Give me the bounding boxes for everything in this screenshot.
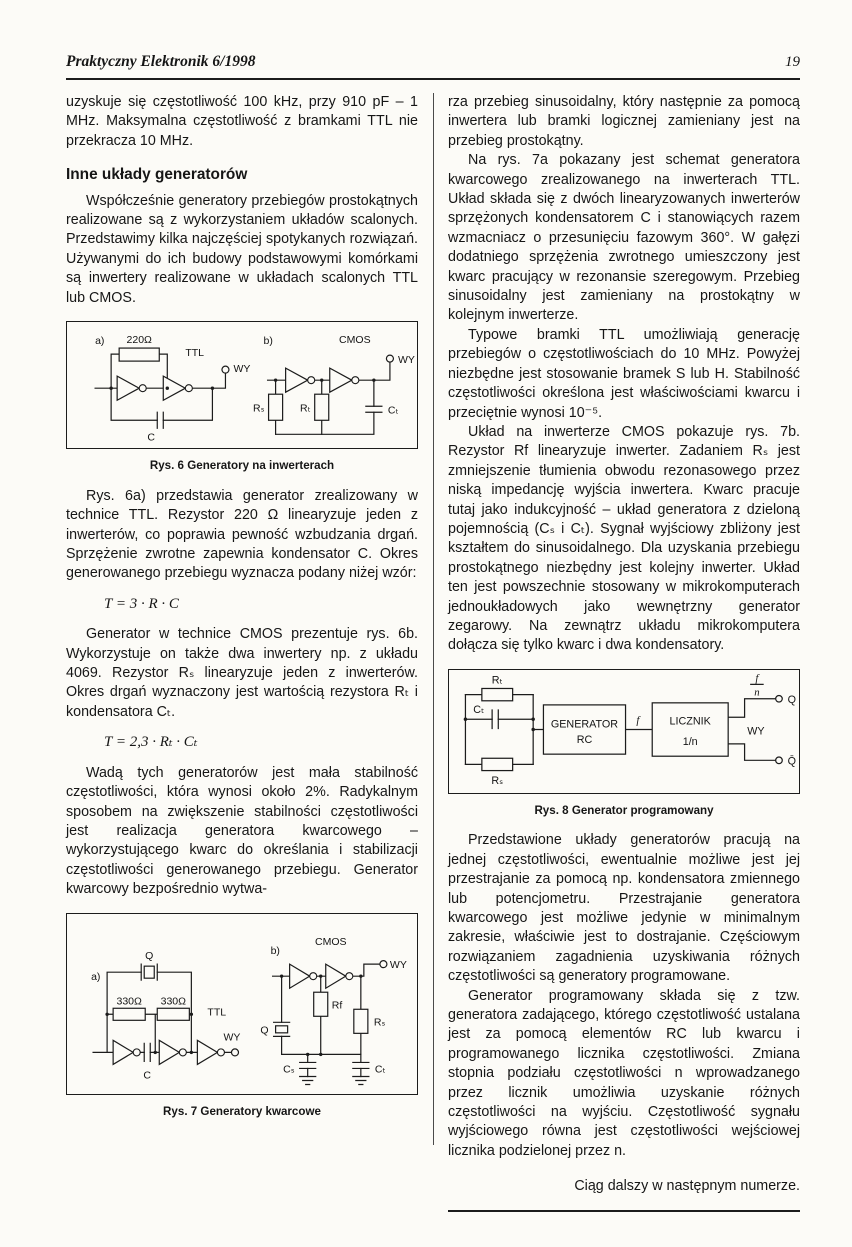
fig8-label-qbar: Q̄ bbox=[787, 755, 797, 768]
fig7-label-a: a) bbox=[91, 970, 101, 983]
fig6-label-rt: Rₜ bbox=[299, 402, 311, 415]
inverter-bubble-icon bbox=[179, 1048, 186, 1055]
resistor-rs-icon bbox=[269, 394, 283, 420]
fig6-label-ct: Cₜ bbox=[387, 404, 399, 417]
quartz-icon bbox=[276, 1025, 288, 1032]
fig7-label-wy-a: WY bbox=[223, 1030, 241, 1043]
fig7-label-ttl: TTL bbox=[207, 1005, 227, 1018]
inverter-bubble-icon bbox=[352, 377, 359, 384]
fig7-label-wy-b: WY bbox=[389, 958, 407, 971]
inverter-icon bbox=[290, 964, 310, 988]
fig8-label-ct: Cₜ bbox=[473, 703, 485, 716]
journal-title: Praktyczny Elektronik 6/1998 bbox=[66, 53, 256, 70]
continuation-note: Ciąg dalszy w następnym numerze. bbox=[574, 1178, 800, 1195]
capacitor-cs-icon bbox=[300, 1062, 316, 1068]
inverter-icon bbox=[286, 368, 308, 392]
fig8-label-wy: WY bbox=[747, 725, 765, 738]
inverter-bubble-icon bbox=[308, 377, 315, 384]
fig8-label-fn-den: n bbox=[754, 686, 760, 699]
resistor-330-icon bbox=[113, 1008, 145, 1020]
article-end-rule bbox=[448, 1210, 800, 1212]
fig7-label-c: C bbox=[143, 1069, 152, 1082]
fig8-label-rt: Rₜ bbox=[491, 674, 503, 687]
resistor-220-icon bbox=[119, 348, 159, 361]
figure-rys7-frame bbox=[66, 913, 418, 1096]
header-rule bbox=[66, 78, 800, 80]
fig8-label-rs: Rₛ bbox=[491, 774, 504, 787]
paragraph-continuation: rza przebieg sinusoidalny, który następnie za pomocą inwertera lub bramki logicznej zamieniany jest na przebieg prostokątny. bbox=[448, 94, 800, 149]
fig8-label-generator: GENERATOR bbox=[550, 718, 619, 731]
fig6-label-cmos: CMOS bbox=[339, 334, 371, 347]
inverter-icon bbox=[330, 368, 352, 392]
fig7-label-ct: Cₜ bbox=[374, 1062, 386, 1075]
fig6-schematic bbox=[67, 322, 417, 448]
fig7-label-q-b: Q bbox=[260, 1023, 269, 1036]
fig7-label-cmos: CMOS bbox=[314, 935, 347, 948]
right-column bbox=[448, 93, 800, 1212]
fig7-label-rf: Rf bbox=[331, 998, 343, 1011]
fig6-label-220: 220Ω bbox=[126, 334, 152, 347]
fig6-label-wy-a: WY bbox=[233, 363, 251, 376]
fig7-label-rs: Rₛ bbox=[373, 1015, 386, 1028]
formula-cmos: T = 2,3 · Rₜ · Cₜ bbox=[104, 734, 198, 751]
fig8-label-licznik: LICZNIK bbox=[669, 715, 711, 728]
output-terminal-icon bbox=[386, 355, 393, 362]
licznik-block bbox=[652, 703, 728, 756]
resistor-rf-icon bbox=[314, 992, 328, 1016]
fig6-label-a: a) bbox=[95, 335, 105, 348]
paragraph: Współcześnie generatory przebiegów prostokątnych realizowane są z wykorzystaniem układów scalonych. Przedstawimy kilka najczęściej spotykanych rozwiązań. Używanymi do ich budowy podstawowymi komórkami są inwertery realizowane w układach scalonych TTL lub CMOS. bbox=[66, 192, 418, 306]
fig8-label-f: f bbox=[636, 714, 640, 727]
inverter-icon bbox=[117, 376, 139, 400]
capacitor-c-icon bbox=[157, 412, 163, 428]
inverter-icon bbox=[326, 964, 346, 988]
fig8-label-rc: RC bbox=[576, 733, 593, 746]
fig6-label-wy-b: WY bbox=[397, 354, 415, 367]
resistor-330-icon bbox=[157, 1008, 189, 1020]
paragraph: Przedstawione układy generatorów pracują na jednej częstotliwości, ewentualnie możliwe jest jej przestrajanie za pomocą np. kondensatora zmiennego lub potencjometru. Przestrajanie generatora kwarcowego jest możliwe jedynie w minimalnym zakresie, właściwie jest to dostrajanie. Częściowym rozwiązaniem zagadnienia uzyskiwania różnych częstotliwości są generatory programowane. bbox=[448, 832, 800, 985]
fig8-label-q: Q bbox=[787, 693, 797, 706]
resistor-rs-icon bbox=[482, 758, 513, 770]
left-column bbox=[66, 93, 418, 1212]
fig7-label-330-left: 330Ω bbox=[116, 994, 142, 1007]
paragraph: Układ na inwerterze CMOS pokazuje rys. 7b. Rezystor Rf linearyzuje inwerter. Zadaniem Rₛ jest zmniejszenie tłumienia obwodu rezonasowego przez niską impedancję wyjścia inwertera. Kwarc pracuje tutaj jako indukcyjność – układ generatora z dzieloną pojemnością (Cₛ i Cₜ). Sygnał wyjściowy zbliżony jest kształtem do sinusoidalnego. Dla uzyskania przebiegu prostokątnego niezbędny jest kolejny inwerter. Układ ten jest powszechnie stosowany w mikrokomputerach jednoukładowych jako wewnętrzny generator zegarowy. Na zewnątrz układu mikrokomputera dołącza się tylko kwarc i dwa kondensatory. bbox=[448, 423, 800, 654]
fig7-label-330-right: 330Ω bbox=[160, 994, 187, 1007]
inverter-bubble-icon bbox=[139, 385, 146, 392]
fig6-label-b: b) bbox=[263, 335, 273, 348]
resistor-rt-icon bbox=[315, 394, 329, 420]
figure-rys7 bbox=[66, 913, 418, 1122]
inverter-icon bbox=[159, 1040, 179, 1064]
figure-rys6 bbox=[66, 321, 418, 476]
inverter-bubble-icon bbox=[217, 1048, 224, 1055]
article-body bbox=[66, 93, 800, 1212]
figure-rys7-caption: Rys. 7 Generatory kwarcowe bbox=[163, 1105, 321, 1119]
fig8-label-1n: 1/n bbox=[682, 735, 698, 748]
fig6-label-ttl: TTL bbox=[185, 347, 205, 360]
inverter-bubble-icon bbox=[185, 385, 192, 392]
output-terminal-icon bbox=[222, 366, 229, 373]
resistor-rs-icon bbox=[354, 1009, 368, 1033]
fig6-label-c: C bbox=[147, 431, 156, 444]
fig8-block-diagram bbox=[449, 670, 799, 793]
paragraph: Rys. 6a) przedstawia generator zrealizowany w technice TTL. Rezystor 220 Ω linearyzuje jeden z inwerterów, co poprawia pewność wzbudzania drgań. Sprzężenie zwrotne zapewnia kondensator C. Okres generowanego przebiegu wyznacza podany niżej wzór: bbox=[66, 487, 418, 582]
figure-rys6-caption: Rys. 6 Generatory na inwerterach bbox=[149, 459, 335, 473]
fig7-label-b: b) bbox=[270, 944, 280, 957]
capacitor-ct-icon bbox=[492, 710, 498, 728]
inverter-icon bbox=[113, 1040, 133, 1064]
output-terminal-icon bbox=[231, 1048, 238, 1055]
fig7-label-cs: Cₛ bbox=[283, 1062, 295, 1075]
figure-rys8-caption: Rys. 8 Generator programowany bbox=[534, 803, 714, 817]
figure-rys8 bbox=[448, 669, 800, 821]
paragraph: Typowe bramki TTL umożliwiają generację przebiegów o częstotliwościach do 10 MHz. Powyżej niezbędne jest stosowanie bramek S lub H. Stabilność częstotliwości określona jest właściwościami kwarcu i przeciętnie wynosi 10⁻⁵. bbox=[448, 326, 800, 421]
figure-rys8-frame bbox=[448, 669, 800, 794]
fig8-components bbox=[464, 688, 783, 770]
capacitor-ct-icon bbox=[353, 1062, 369, 1068]
figure-rys6-frame bbox=[66, 321, 418, 449]
page-number: 19 bbox=[785, 54, 800, 70]
paragraph: Wadą tych generatorów jest mała stabilność częstotliwości, która wynosi około 2%. Radykalnym sposobem na zwiększenie stabilności częstotliwości jest realizacja generatora kwarcowego – wykorzystującego kwarc do określania i stabilizacji częstotliwości generowanego przebiegu. Generator kwarcowy bezpośrednio wytwa- bbox=[66, 764, 418, 898]
formula-ttl: T = 3 · R · C bbox=[104, 595, 179, 612]
quartz-icon bbox=[144, 966, 154, 978]
inverter-bubble-icon bbox=[310, 972, 317, 979]
output-terminal-qbar-icon bbox=[776, 757, 783, 764]
inverter-icon bbox=[197, 1040, 217, 1064]
fig8-label-fn-num: f bbox=[755, 672, 759, 685]
paragraph-continuation: uzyskuje się częstotliwość 100 kHz, przy 910 pF – 1 MHz. Maksymalna częstotliwość z bramkami TTL nie przekracza 10 MHz. bbox=[66, 94, 418, 149]
inverter-bubble-icon bbox=[346, 972, 353, 979]
section-heading: Inne układy generatorów bbox=[66, 166, 248, 184]
capacitor-ct-icon bbox=[366, 406, 382, 412]
paragraph: Na rys. 7a pokazany jest schemat generatora kwarcowego zrealizowanego na inwerterach TTL. Układ składa się z dwóch linearyzowanych inwerterów sprzężonych kondensatorem C i stanowiących razem wzmacniacz o przesunięciu fazowym 360°. W gałęzi dodatniego sprzężenia zwrotnego umieszczony jest kwarc pracujący w rezonansie szeregowym. Przebieg sinusoidalny jest zamieniany na prostokątny w kolejnym inwerterze. bbox=[448, 152, 800, 324]
inverter-bubble-icon bbox=[133, 1048, 140, 1055]
fig7-schematic bbox=[67, 914, 417, 1095]
capacitor-c-icon bbox=[144, 1043, 150, 1061]
resistor-rt-icon bbox=[482, 688, 513, 700]
page-header bbox=[66, 53, 800, 71]
paragraph: Generator programowany składa się z tzw. generatora zadającego, którego częstotliwość ustalana jest za pomocą elementów RC lub kwarcu i programowanego licznika częstotliwości. Zmiana stopnia podziału częstotliwości n wprowadzanego przez licznik umożliwia uzyskanie różnych częstotliwości na wyjściu. Częstotliwość sygnału wyjściowego równa jest częstotliwości wejściowej licznika podzielonej przez n. bbox=[448, 987, 800, 1159]
paragraph: Generator w technice CMOS prezentuje rys. 6b. Wykorzystuje on także dwa inwertery np. z układu 4069. Rezystor Rₛ linearyzuje jeden z inwerterów. Okres drgań wyznaczony jest wartością rezystora Rₜ i kondensatora Cₜ. bbox=[66, 626, 418, 720]
output-terminal-icon bbox=[380, 960, 387, 967]
output-terminal-q-icon bbox=[776, 695, 783, 702]
fig7-label-q-a: Q bbox=[145, 949, 154, 962]
fig6-label-rs: Rₛ bbox=[253, 402, 265, 415]
